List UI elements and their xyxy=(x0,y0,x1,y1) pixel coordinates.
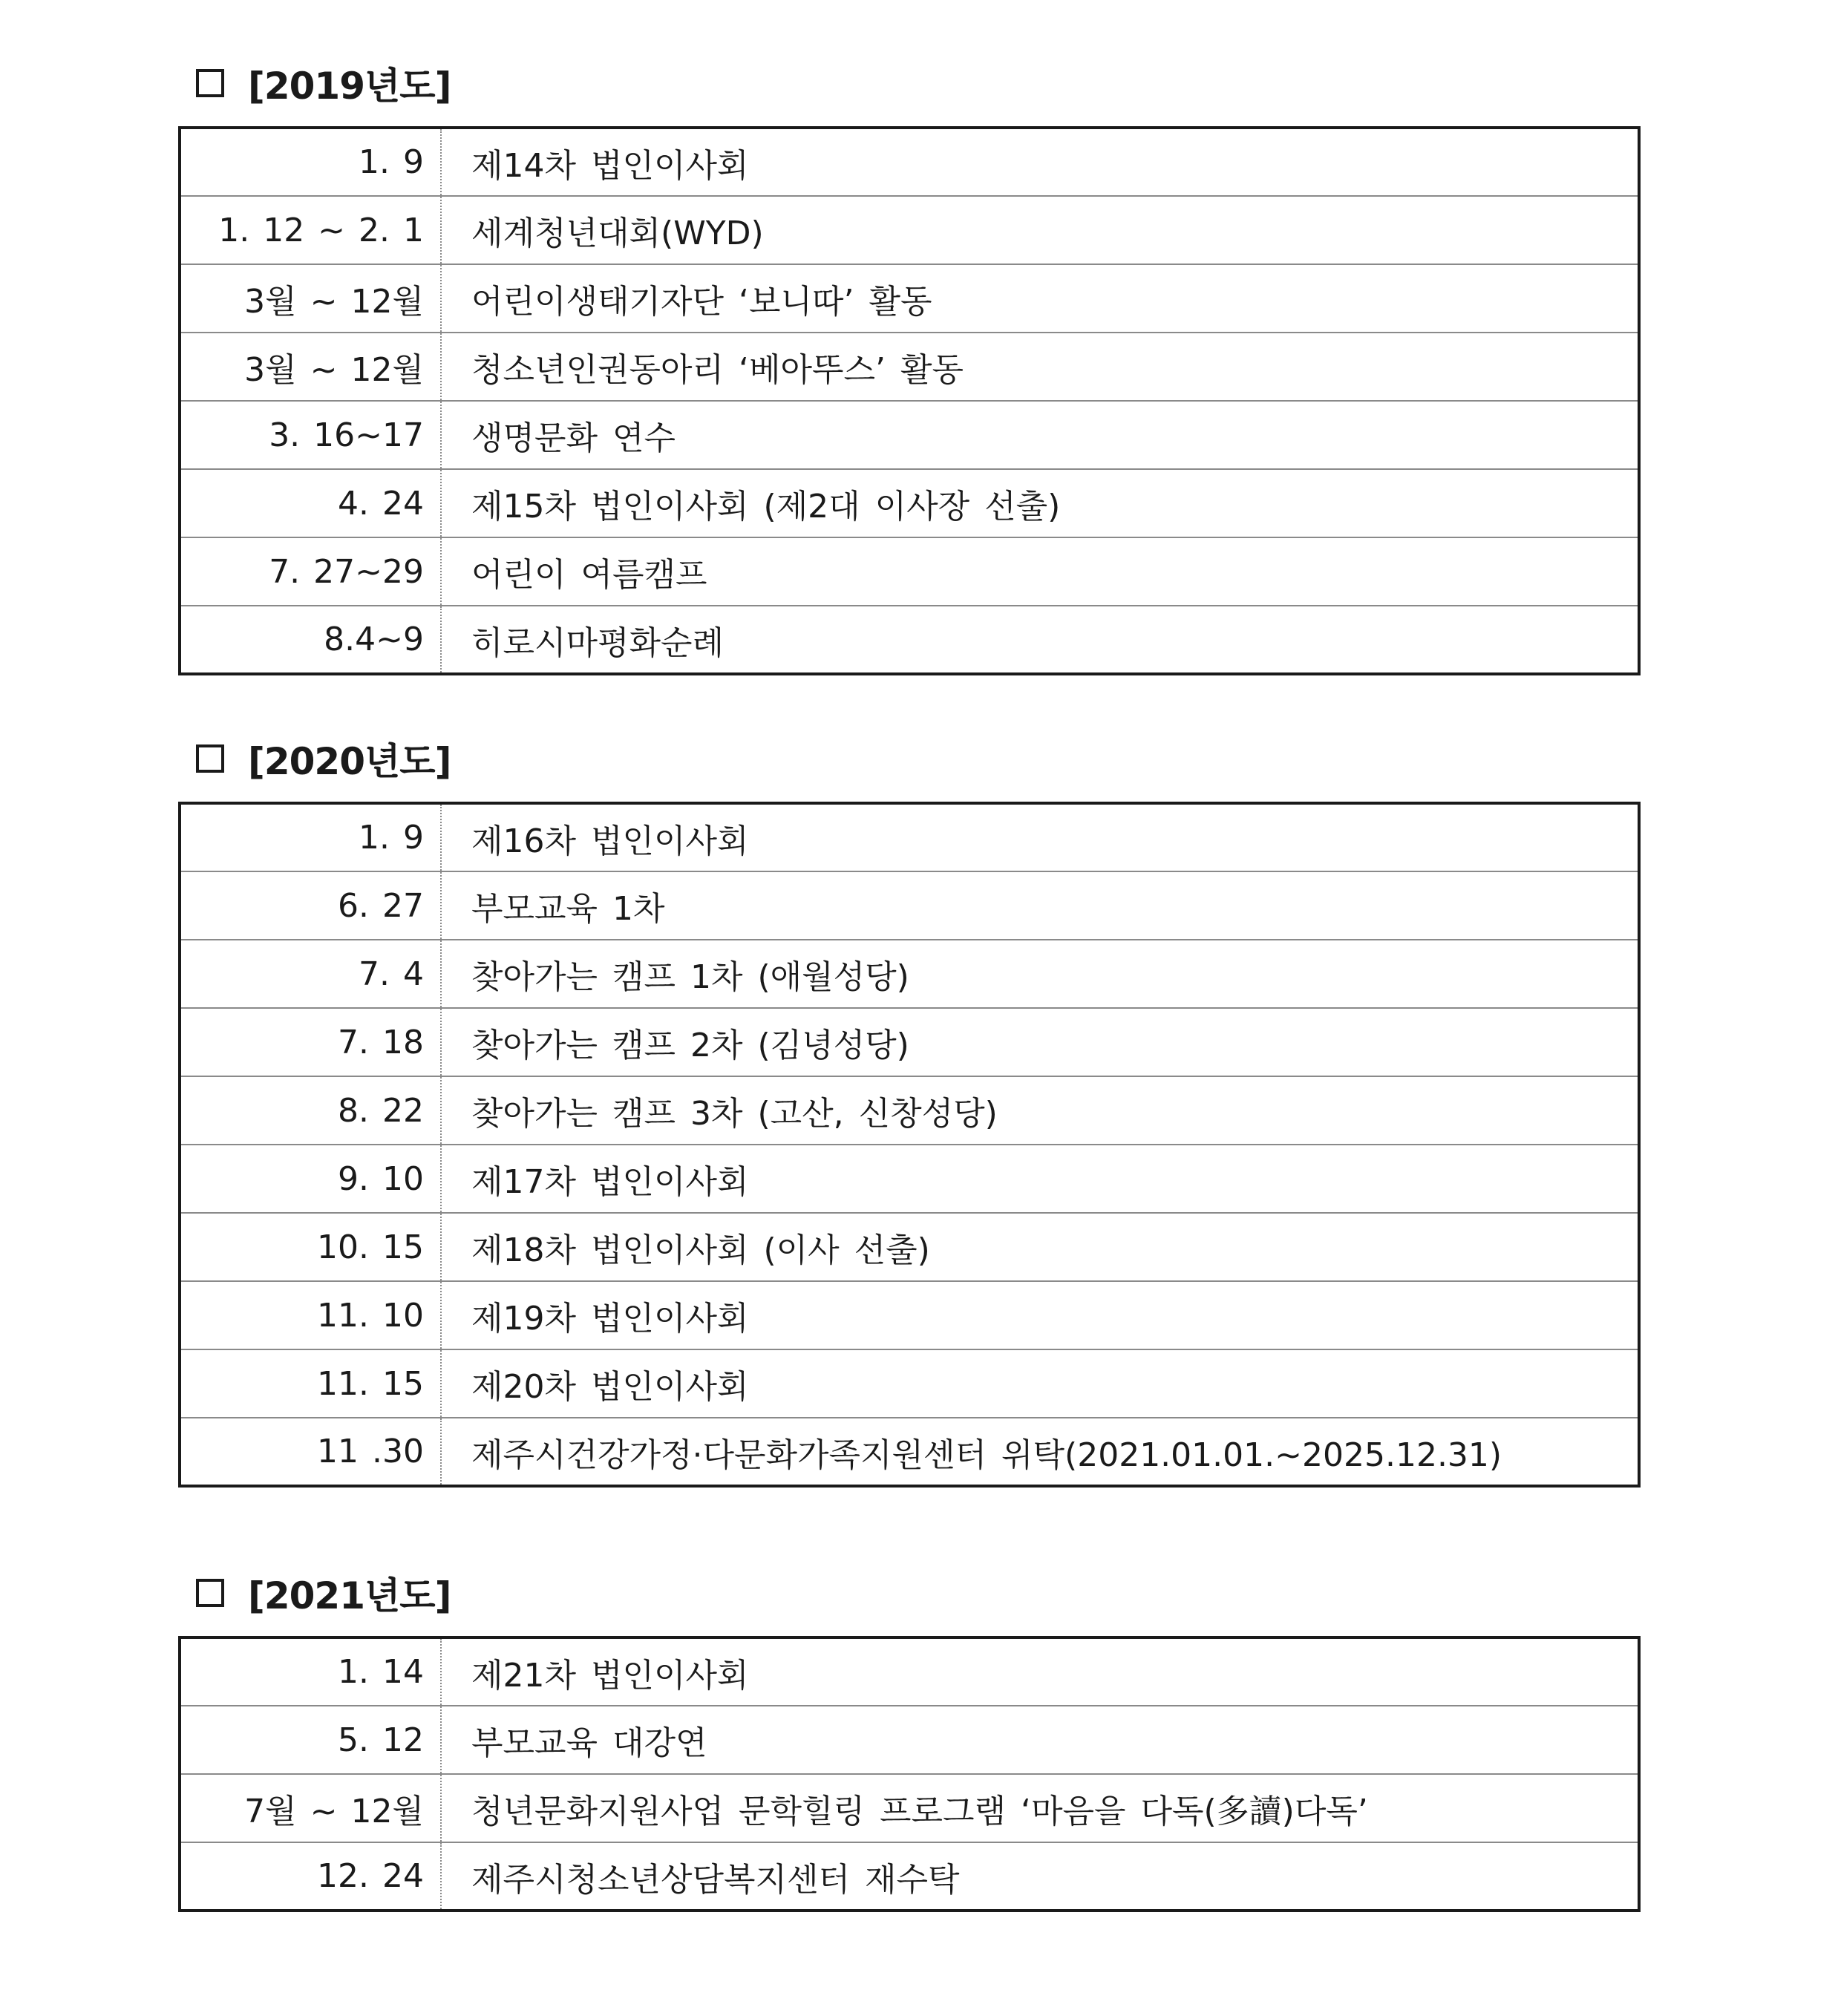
table-row xyxy=(180,1706,1639,1774)
table-row xyxy=(180,1637,1639,1706)
table-row xyxy=(180,537,1639,606)
table-row xyxy=(180,1842,1639,1911)
table-row xyxy=(180,128,1639,196)
table-row xyxy=(180,1418,1639,1486)
date-cell: 12. 24 xyxy=(180,1842,441,1911)
table-row xyxy=(180,1774,1639,1842)
table-row xyxy=(180,940,1639,1008)
event-cell: 제주시청소년상담복지센터 재수탁 xyxy=(471,1860,960,1899)
section-2020 xyxy=(178,729,1641,1488)
section-title: [2019년도] xyxy=(248,65,451,108)
date-cell: 7. 27~29 xyxy=(180,537,441,606)
table-row xyxy=(180,1008,1639,1076)
event-cell: 제15차 법인이사회 (제2대 이사장 선출) xyxy=(441,469,1639,537)
table-row xyxy=(180,1213,1639,1281)
checkbox-icon xyxy=(196,69,224,97)
date-cell: 8. 22 xyxy=(180,1076,441,1145)
date-cell: 11. 10 xyxy=(180,1281,441,1349)
event-cell: 제19차 법인이사회 xyxy=(441,1281,1639,1349)
date-cell: 3월 ~ 12월 xyxy=(180,333,441,401)
table-row xyxy=(180,606,1639,674)
date-cell: 5. 12 xyxy=(180,1706,441,1774)
event-cell: 부모교육 대강연 xyxy=(441,1706,1639,1774)
event-cell: 제17차 법인이사회 xyxy=(441,1145,1639,1213)
event-cell: 청소년인권동아리 ‘베아뚜스’ 활동 xyxy=(441,333,1639,401)
date-cell: 10. 15 xyxy=(180,1213,441,1281)
schedule-table-2021 xyxy=(178,1636,1641,1912)
table-row xyxy=(180,401,1639,469)
event-cell: 찾아가는 캠프 3차 (고산, 신창성당) xyxy=(441,1076,1639,1145)
event-cell: 제주시건강가정·다문화가족지원센터 위탁(2021.01.01.~2025.12.31) xyxy=(471,1436,1502,1474)
date-cell: 8.4~9 xyxy=(180,606,441,674)
event-cell: 어린이 여름캠프 xyxy=(441,537,1639,606)
section-title: [2020년도] xyxy=(248,740,451,783)
section-2019 xyxy=(178,53,1641,675)
event-cell: 어린이생태기자단 ‘보니따’ 활동 xyxy=(441,264,1639,333)
event-cell: 찾아가는 캠프 1차 (애월성당) xyxy=(441,940,1639,1008)
table-row xyxy=(180,1281,1639,1349)
date-cell: 1. 14 xyxy=(180,1637,441,1706)
event-cell: 세계청년대회(WYD) xyxy=(441,196,1639,264)
section-heading xyxy=(196,729,1641,788)
date-cell: 7. 18 xyxy=(180,1008,441,1076)
date-cell: 4. 24 xyxy=(180,469,441,537)
table-row xyxy=(180,333,1639,401)
event-cell: 찾아가는 캠프 2차 (김녕성당) xyxy=(441,1008,1639,1076)
event-cell: 제21차 법인이사회 xyxy=(441,1637,1639,1706)
table-row xyxy=(180,1076,1639,1145)
checkbox-icon xyxy=(196,1579,224,1607)
date-cell: 1. 12 ~ 2. 1 xyxy=(180,196,441,264)
date-cell: 1. 9 xyxy=(180,128,441,196)
date-cell: 3월 ~ 12월 xyxy=(180,264,441,333)
date-cell: 1. 9 xyxy=(180,803,441,871)
date-cell: 3. 16~17 xyxy=(180,401,441,469)
event-cell: 제16차 법인이사회 xyxy=(441,803,1639,871)
event-cell: 청년문화지원사업 문학힐링 프로그램 ‘마음을 다독(多讀)다독’ xyxy=(441,1774,1639,1842)
date-cell: 7월 ~ 12월 xyxy=(180,1774,441,1842)
event-cell: 제18차 법인이사회 (이사 선출) xyxy=(441,1213,1639,1281)
event-cell: 히로시마평화순례 xyxy=(471,624,725,662)
event-cell: 부모교육 1차 xyxy=(441,871,1639,940)
table-row xyxy=(180,196,1639,264)
date-cell: 7. 4 xyxy=(180,940,441,1008)
section-heading xyxy=(196,1563,1641,1623)
section-title: [2021년도] xyxy=(248,1574,451,1617)
section-heading xyxy=(196,53,1641,113)
schedule-table-2020 xyxy=(178,802,1641,1488)
event-cell: 제20차 법인이사회 xyxy=(441,1349,1639,1418)
event-cell: 제14차 법인이사회 xyxy=(441,128,1639,196)
table-row xyxy=(180,1349,1639,1418)
table-row xyxy=(180,1145,1639,1213)
table-row xyxy=(180,803,1639,871)
schedule-table-2019 xyxy=(178,126,1641,675)
table-row xyxy=(180,871,1639,940)
date-cell: 9. 10 xyxy=(180,1145,441,1213)
table-row xyxy=(180,264,1639,333)
table-row xyxy=(180,469,1639,537)
date-cell: 11 .30 xyxy=(180,1418,441,1486)
event-cell: 생명문화 연수 xyxy=(441,401,1639,469)
date-cell: 6. 27 xyxy=(180,871,441,940)
section-2021 xyxy=(178,1563,1641,1912)
date-cell: 11. 15 xyxy=(180,1349,441,1418)
checkbox-icon xyxy=(196,744,224,773)
